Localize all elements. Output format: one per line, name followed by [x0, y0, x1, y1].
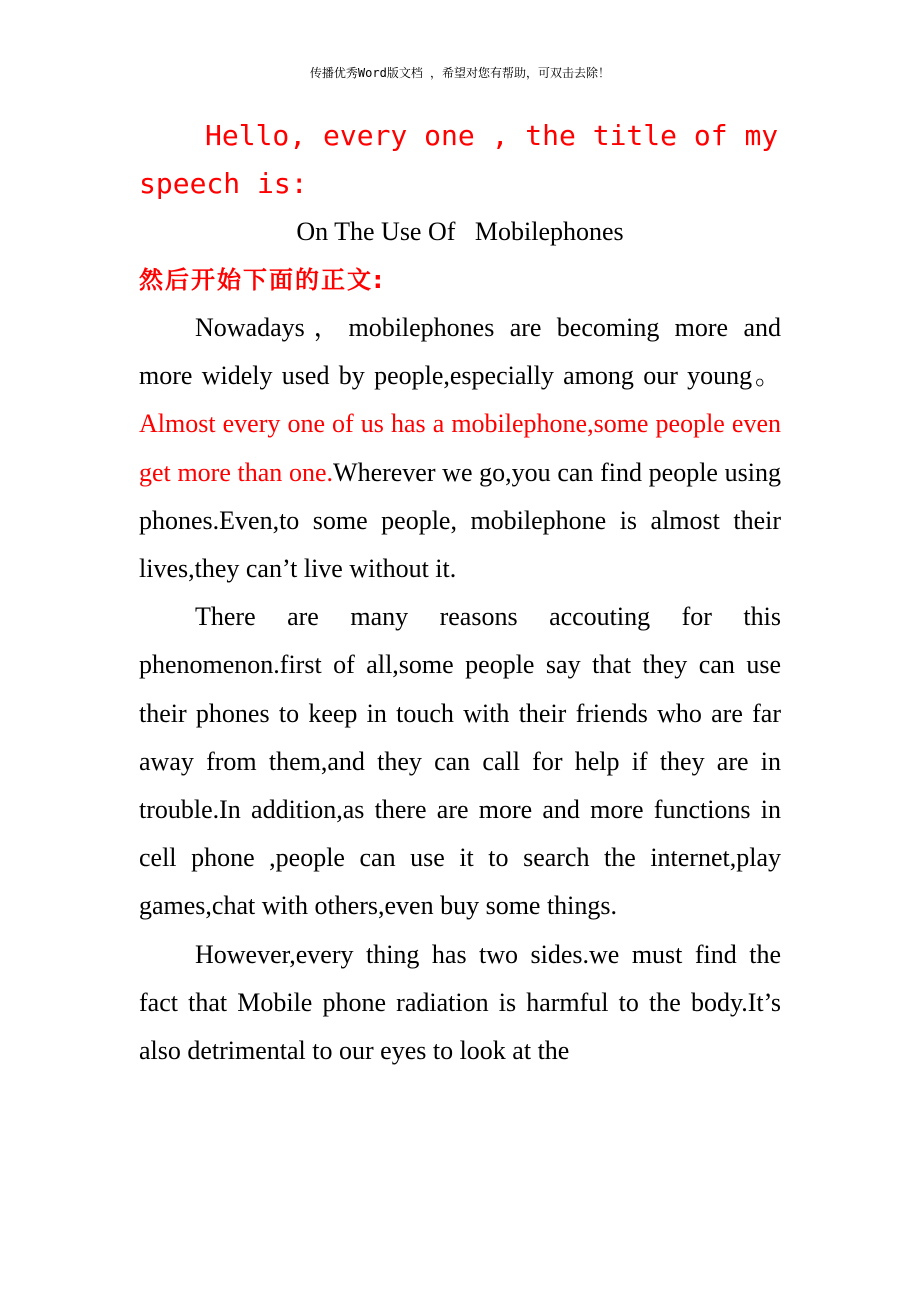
- paragraph-1: [139, 304, 781, 593]
- paragraph-2: There are many reasons accouting for this phenomenon.first of all,some people say that they can use their phones to keep in touch with their friends who are far away from them,and they can call for help if they are in trouble.In addition,as there are more and more functions in cell phone ,people can use it to search the internet,play games,chat with others,even buy some things.: [139, 602, 781, 921]
- instruction-note: 然后开始下面的正文:: [139, 266, 385, 294]
- document-body: [139, 112, 781, 1075]
- speech-topic: On The Use Of Mobilephones: [296, 217, 624, 246]
- paragraph-3: However,every thing has two sides.we must find the fact that Mobile phone radiation is harmful to the body.It’s also detrimental to our eyes to look at the: [139, 939, 781, 1066]
- paragraph-1-highlight: Almost every one of us has a mobilephone,some people even get more than one.: [139, 409, 781, 487]
- paragraph-1-intro: Nowadays，mobilephones are becoming more and more widely used by people,especially among our young。: [139, 313, 781, 391]
- speech-title: Hello, every one , the title of my speech is:: [139, 119, 779, 200]
- page-header: 传播优秀Word版文档 ，希望对您有帮助，可双击去除！: [309, 66, 611, 80]
- paragraph-1-rest: Wherever we go,you can find people using phones.Even,to some people, mobilephone is almost their lives,they can’t live without it.: [139, 457, 781, 584]
